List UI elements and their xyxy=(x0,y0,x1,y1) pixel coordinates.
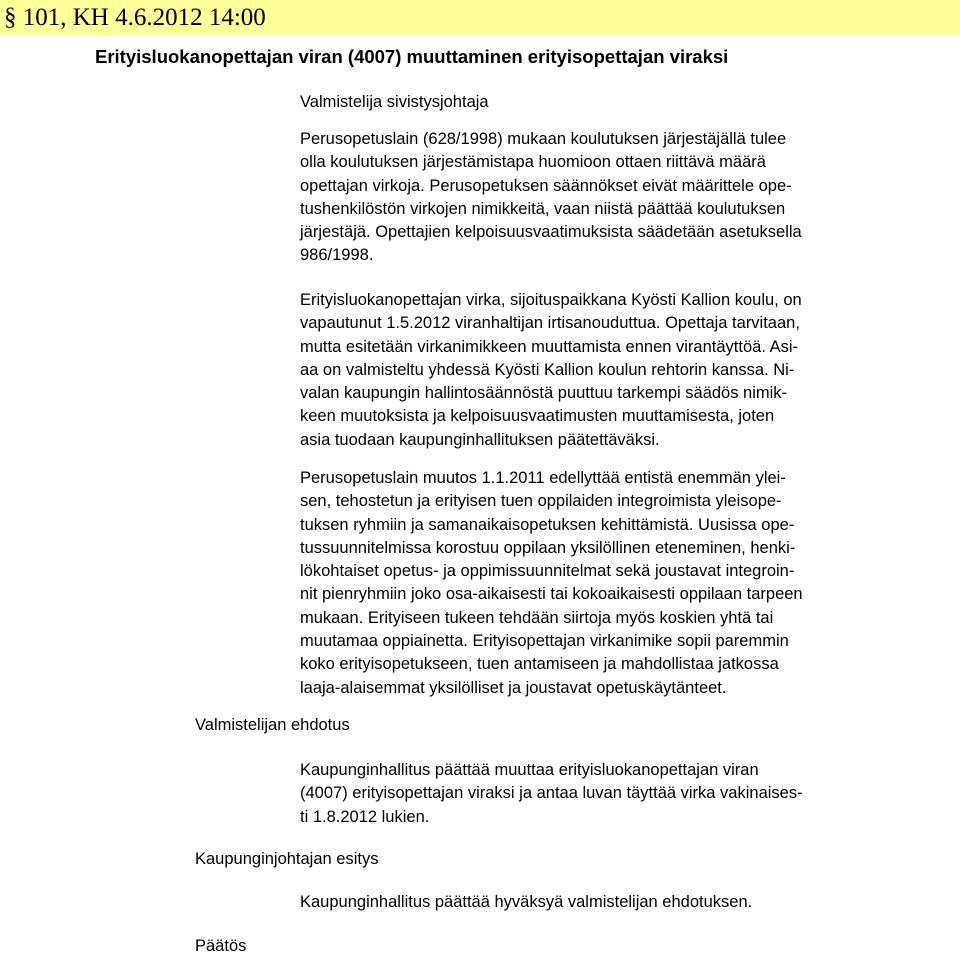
paragraph-line: valan kaupungin hallintosäännöstä puuttuu tarkempi säädös nimik- xyxy=(300,384,788,403)
paragraph-line: laaja-alaisemmat yksilölliset ja joustavat opetuskäytänteet. xyxy=(300,678,727,697)
paragraph-line: nit pienryhmiin joko osa-aikaisesti tai kokoaikaisesti oppilaan tarpeen xyxy=(300,585,803,604)
paragraph-line: vapautunut 1.5.2012 viranhaltijan irtisanouduttua. Opettaja tarvitaan, xyxy=(300,314,800,333)
proposal-label: Valmistelijan ehdotus xyxy=(195,716,350,734)
paragraph-line: opettajan virkoja. Perusopetuksen säännökset eivät määrittele ope- xyxy=(300,176,792,195)
mayor-proposal-text xyxy=(300,891,900,914)
paragraph-line: keen muutoksista ja kelpoisuusvaatimusten muuttamisesta, joten xyxy=(300,407,775,426)
paragraph-line: 986/1998. xyxy=(300,246,374,265)
paragraph-1 xyxy=(300,128,900,268)
paragraph-line: Erityisluokanopettajan virka, sijoituspaikkana Kyösti Kallion koulu, on xyxy=(300,291,802,309)
paragraph-line: Kaupunginhallitus päättää hyväksyä valmistelijan ehdotuksen. xyxy=(300,893,753,911)
paragraph-line: Kaupunginhallitus päättää muuttaa erityisluokanopettajan viran xyxy=(300,761,759,779)
paragraph-line: Perusopetuslain (628/1998) mukaan koulutuksen järjestäjällä tulee xyxy=(300,130,787,148)
section-reference: § 101, KH 4.6.2012 14:00 xyxy=(4,4,266,31)
paragraph-line: muutamaa oppiainetta. Erityisopettajan virkanimike sopii paremmin xyxy=(300,632,789,651)
paragraph-3 xyxy=(300,467,900,700)
paragraph-line: olla koulutuksen järjestämistapa huomioon ottaen riittävä määrä xyxy=(300,153,766,172)
paragraph-line: koko erityisopetukseen, tuen antamiseen ja mahdollistaa jatkossa xyxy=(300,655,779,674)
paragraph-line: aa on valmisteltu yhdessä Kyösti Kallion koulun rehtorin kanssa. Ni- xyxy=(300,360,795,379)
mayor-proposal-label: Kaupunginjohtajan esitys xyxy=(195,850,379,868)
paragraph-line: tushenkilöstön virkojen nimikkeitä, vaan niistä päättää koulutuksen xyxy=(300,199,786,218)
document-title: Erityisluokanopettajan viran (4007) muuttaminen erityisopettajan viraksi xyxy=(95,46,729,67)
paragraph-line: mukaan. Erityiseen tukeen tehdään siirtoja myös koskien yhtä tai xyxy=(300,608,774,627)
meeting-header-bar xyxy=(0,0,960,36)
paragraph-line: ti 1.8.2012 lukien. xyxy=(300,807,430,826)
paragraph-line: Perusopetuslain muutos 1.1.2011 edellyttää entistä enemmän ylei- xyxy=(300,469,786,487)
paragraph-line: tussuunnitelmissa korostuu oppilaan yksilöllinen eteneminen, henki- xyxy=(300,538,796,557)
paragraph-line: asia tuodaan kaupunginhallituksen päätettäväksi. xyxy=(300,430,660,449)
paragraph-line: mutta esitetään virkanimikkeen muuttamista ennen virantäyttöä. Asi- xyxy=(300,337,798,356)
paragraph-line: lökohtaiset opetus- ja oppimissuunnitelmat sekä joustavat integroin- xyxy=(300,562,795,581)
preparer-line: Valmistelija sivistysjohtaja xyxy=(300,93,489,111)
proposal-text xyxy=(300,759,900,829)
paragraph-line: järjestäjä. Opettajien kelpoisuusvaatimuksista säädetään asetuksella xyxy=(300,223,802,242)
paragraph-line: tuksen ryhmiin ja samanaikaisopetuksen kehittämistä. Uusissa ope- xyxy=(300,515,795,534)
paragraph-line: sen, tehostetun ja erityisen tuen oppilaiden integroimista yleisope- xyxy=(300,492,782,511)
paragraph-2 xyxy=(300,289,900,452)
decision-label: Päätös xyxy=(195,937,247,954)
paragraph-line: (4007) erityisopettajan viraksi ja antaa luvan täyttää virka vakinaises- xyxy=(300,784,803,803)
